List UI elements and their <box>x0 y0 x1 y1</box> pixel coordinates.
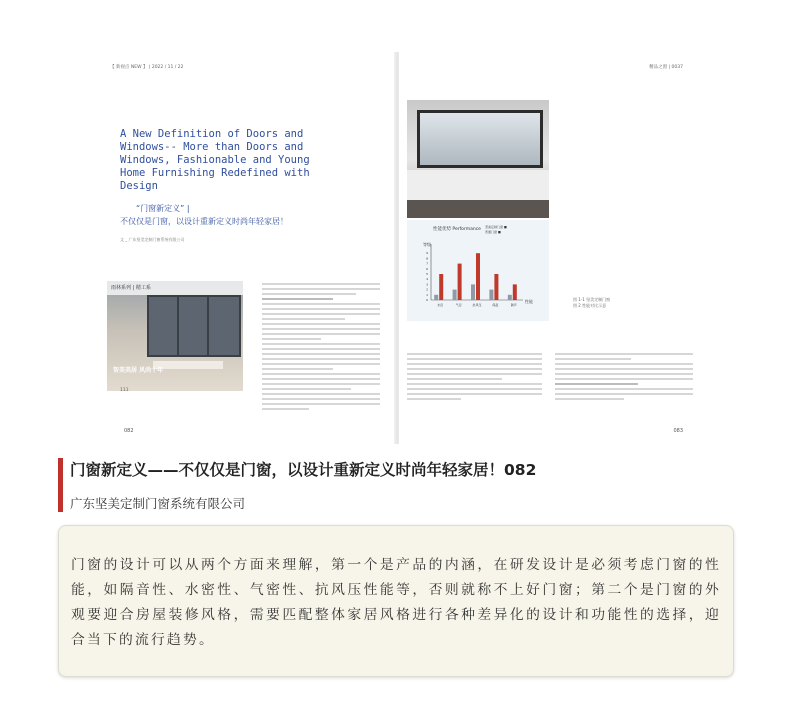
english-title: A New Definition of Doors and Windows-- More than Doors and Windows, Fashionable and Young Home Furnishing Redefined with Design <box>120 128 310 192</box>
chart-y-tick-label: 7 <box>426 261 428 266</box>
article-author: 文 _ 广东坚美定制门窗系统有限公司 <box>120 237 185 242</box>
chinese-title-line1: “门窗新定义” | <box>136 204 190 213</box>
chart-y-tick-label: 3 <box>426 282 428 287</box>
chart-legend-1: 坚美定制门窗 ■ <box>485 225 507 229</box>
floor-graphic <box>407 200 549 218</box>
chart-x-tick-label: 抗风压 <box>472 303 482 307</box>
chinese-title <box>120 202 350 228</box>
left-page-header: 【 新视点 NEW 】 | 2022 / 11 / 22 <box>110 65 184 70</box>
chart-y-tick-label: 5 <box>426 272 428 276</box>
chart-bar-jianmei <box>494 274 498 300</box>
chart-bar-ordinary <box>434 295 438 300</box>
company-name: 广东坚美定制门窗系统有限公司 <box>70 496 246 511</box>
chart-caption-1: 图 1-1 坚美定制门窗 <box>573 297 611 302</box>
right-page <box>399 52 705 444</box>
summary-card <box>58 525 734 677</box>
chart-caption-2: 图 2 性能对比示意 <box>573 303 607 308</box>
cabinet-graphic <box>407 170 549 200</box>
chart-bar-jianmei <box>513 284 517 300</box>
table-graphic <box>153 361 223 369</box>
photo-promo: 智美美居 风尚十年 <box>113 367 164 374</box>
chart-y-tick-label: 9 <box>426 251 428 256</box>
left-page <box>90 52 396 444</box>
chart-x-tick-label: 隔声 <box>510 303 517 307</box>
performance-chart-svg <box>407 220 549 321</box>
chart-x-tick-label: 保温 <box>492 303 499 307</box>
living-room-photo <box>107 281 243 391</box>
chart-bar-ordinary <box>453 290 457 300</box>
magazine-spread-image <box>90 52 705 444</box>
window-graphic <box>147 295 241 357</box>
figure-number: 111 <box>120 388 129 393</box>
chinese-title-line2: 不仅仅是门窗，以设计重新定义时尚年轻家居！ <box>120 217 288 226</box>
chart-y-tick-label: 0 <box>426 298 428 302</box>
chart-y-tick-label: 1 <box>426 292 428 297</box>
chart-x-tick-label: 水密 <box>437 303 444 307</box>
kitchen-photo <box>407 100 549 218</box>
chart-bar-ordinary <box>471 284 475 300</box>
right-page-header: 精品之窗 | 0037 <box>649 65 683 70</box>
chart-x-tick-label: 气密 <box>455 303 462 307</box>
left-body-text <box>262 280 380 413</box>
chart-legend-2: 普通门窗 ■ <box>485 230 501 234</box>
performance-chart <box>407 220 549 321</box>
chart-y-tick-label: 2 <box>426 287 428 292</box>
right-page-number: 083 <box>673 428 683 434</box>
window-view-graphic <box>417 110 543 168</box>
article-title-link[interactable]: 门窗新定义——不仅仅是门窗，以设计重新定义时尚年轻家居！082 <box>70 461 537 479</box>
chart-y-tick-label: 6 <box>426 266 428 271</box>
summary-text: 门窗的设计可以从两个方面来理解，第一个是产品的内涵，在研发设计是必须考虑门窗的性能，如隔音性、水密性、气密性、抗风压性能等，否则就称不上好门窗；第二个是门窗的外观要迎合房屋装修风格，需要匹配整体家居风格进行各种差异化的设计和功能性的选择，迎合当下的流行趋势。 <box>71 557 721 648</box>
chart-ylabel: 等级 <box>423 242 431 247</box>
chart-y-tick-label: 8 <box>426 256 428 261</box>
chart-title: 性能优势 Performance <box>433 227 481 232</box>
chart-side-caption <box>573 297 610 309</box>
right-body-text-2 <box>555 350 693 403</box>
chart-y-tick-label: 4 <box>426 277 428 282</box>
chart-bar-jianmei <box>476 253 480 300</box>
chart-bar-ordinary <box>489 290 493 300</box>
chart-bar-ordinary <box>508 295 512 300</box>
chart-xlabel: 性能 <box>525 299 533 304</box>
left-page-number: 082 <box>124 428 134 434</box>
photo-tag: 雨林系列 | 精工系 <box>111 285 151 291</box>
right-body-text-1 <box>407 350 542 403</box>
chart-bar-jianmei <box>439 274 443 300</box>
caption-accent-bar <box>58 458 63 512</box>
chart-bar-jianmei <box>458 264 462 300</box>
